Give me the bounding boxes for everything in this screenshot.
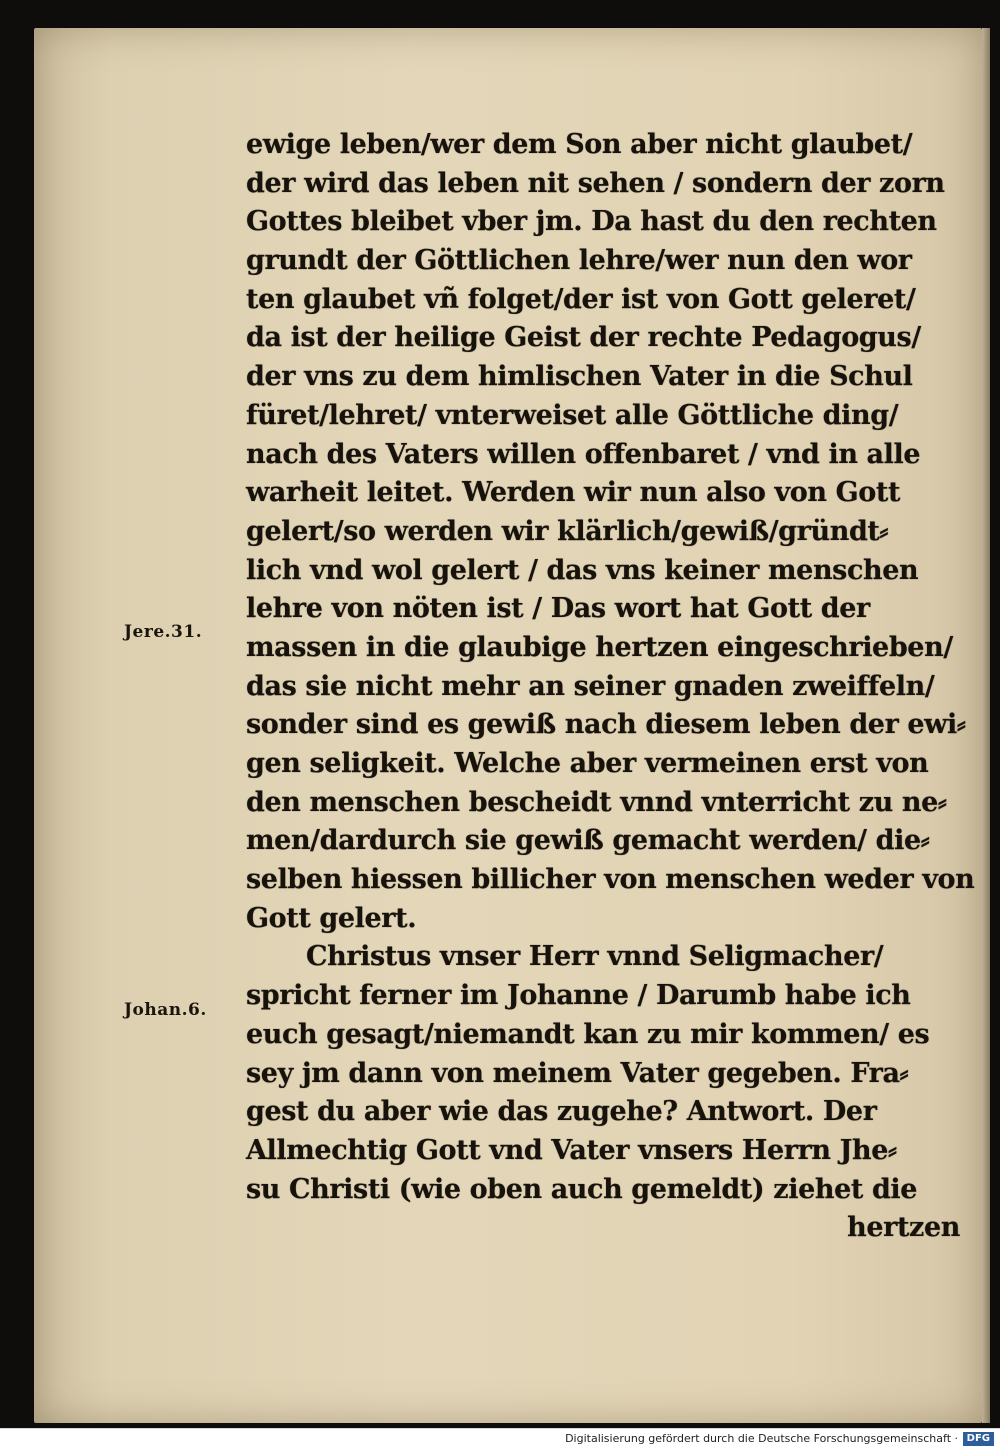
- text-line: Gott gelert.: [246, 902, 417, 934]
- text-line: der wird das leben nit sehen / sondern der zorn: [246, 167, 945, 199]
- text-line: spricht ferner im Johanne / Darumb habe ich: [246, 980, 911, 1012]
- text-line: den menschen bescheidt vnnd vnterricht zu ne⸗: [246, 786, 947, 818]
- margin-note-johan: Johan.6.: [124, 1000, 207, 1020]
- footer-bar: [0, 1428, 1000, 1450]
- text-line: grundt der Göttlichen lehre/wer nun den wor: [246, 245, 912, 277]
- dfg-logo: DFG: [963, 1432, 994, 1446]
- text-line: su Christi (wie oben auch gemeldt) ziehet die: [246, 1173, 918, 1205]
- text-line: massen in die glaubige hertzen eingeschrieben/: [246, 631, 953, 663]
- body-text: [246, 126, 975, 1248]
- text-line: füret/lehret/ vnterweiset alle Göttliche ding/: [246, 399, 899, 431]
- text-line: sey jm dann von meinem Vater gegeben. Fra⸗: [246, 1057, 909, 1089]
- text-line: ewige leben/wer dem Son aber nicht glaubet/: [246, 129, 913, 160]
- text-line: gelert/so werden wir klärlich/gewiß/gründt⸗: [246, 515, 889, 547]
- text-line: euch gesagt/niemandt kan zu mir kommen/ es: [246, 1018, 930, 1050]
- text-line: Allmechtig Gott vnd Vater vnsers Herrn Jhe⸗: [246, 1134, 897, 1166]
- margin-note-jere: Jere.31.: [124, 622, 203, 642]
- text-line: der vns zu dem himlischen Vater in die Schul: [246, 361, 913, 393]
- text-line: gen seligkeit. Welche aber vermeinen erst von: [246, 748, 929, 779]
- text-line: warheit leitet. Werden wir nun also von Gott: [246, 477, 901, 509]
- text-line: das sie nicht mehr an seiner gnaden zweiffeln/: [246, 670, 935, 702]
- text-line: lehre von nöten ist / Das wort hat Gott der: [246, 593, 870, 625]
- text-line: nach des Vaters willen offenbaret / vnd in alle: [246, 438, 921, 470]
- text-line: Gottes bleibet vber jm. Da hast du den rechten: [246, 206, 937, 238]
- text-line: men/dardurch sie gewiß gemacht werden/ die⸗: [246, 825, 930, 857]
- page-edge: [982, 28, 990, 1423]
- text-line: lich vnd wol gelert / das vns keiner menschen: [246, 554, 919, 586]
- text-line: selben hiessen billicher von menschen weder von: [246, 864, 975, 896]
- text-line: Christus vnser Herr vnnd Seligmacher/: [306, 941, 884, 973]
- text-line: gest du aber wie das zugehe? Antwort. Der: [246, 1096, 877, 1128]
- funding-credit: Digitalisierung gefördert durch die Deutsche Forschungsgemeinschaft ·: [565, 1432, 958, 1445]
- text-line: da ist der heilige Geist der rechte Pedagogus/: [246, 322, 921, 354]
- catchword: hertzen: [847, 1212, 960, 1244]
- text-line: ten glaubet vñ folget/der ist von Gott geleret/: [246, 283, 916, 315]
- text-line: sonder sind es gewiß nach diesem leben der ewi⸗: [246, 709, 966, 741]
